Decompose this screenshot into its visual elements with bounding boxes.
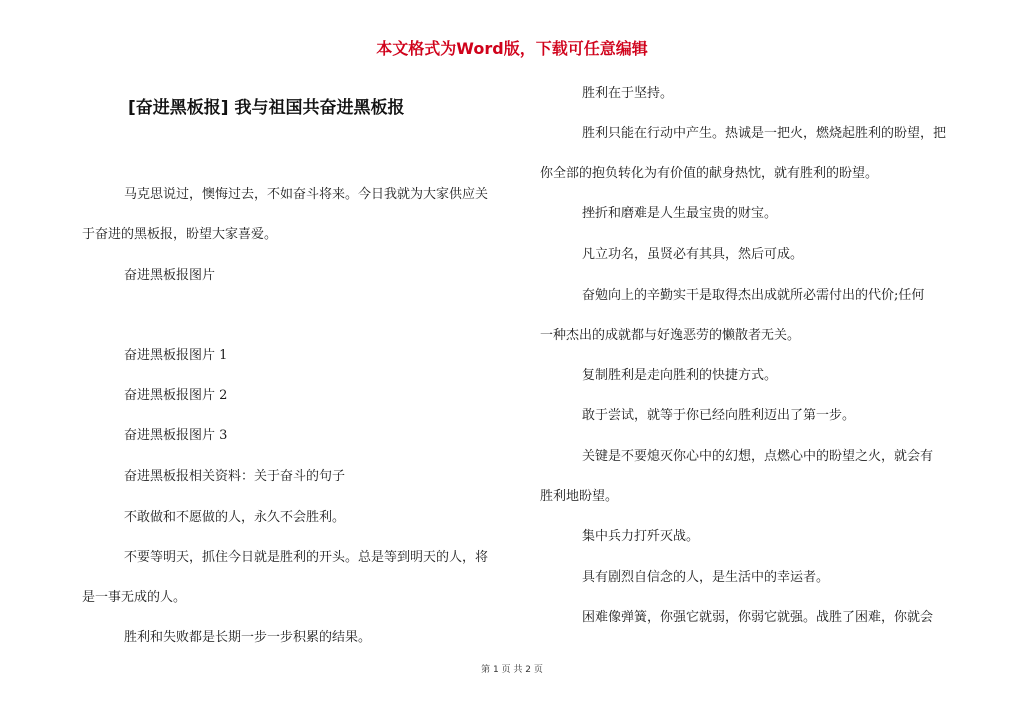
paragraph-line: 奋进黑板报图片	[124, 268, 216, 283]
paragraph-line: 胜利只能在行动中产生。热诚是一把火，燃烧起胜利的盼望，把	[582, 126, 947, 141]
paragraph-line: 奋进黑板报图片 2	[124, 388, 228, 403]
paragraph-line: 奋进黑板报相关资料：关于奋斗的句子	[124, 469, 346, 484]
paragraph-line: 于奋进的黑板报，盼望大家喜爱。	[82, 227, 278, 242]
paragraph-line: 一种杰出的成就都与好逸恶劳的懒散者无关。	[540, 328, 801, 343]
paragraph-line: 胜利地盼望。	[540, 489, 619, 504]
paragraph-line: 是一事无成的人。	[82, 590, 187, 605]
paragraph-line: 困难像弹簧，你强它就弱，你弱它就强。战胜了困难，你就会	[582, 610, 934, 625]
paragraph-line: 关键是不要熄灭你心中的幻想，点燃心中的盼望之火，就会有	[582, 449, 934, 464]
paragraph-line: 凡立功名，虽贤必有其具，然后可成。	[582, 247, 804, 262]
paragraph-line: 具有剧烈自信念的人，是生活中的幸运者。	[582, 570, 830, 585]
paragraph-line: 敢于尝试，就等于你已经向胜利迈出了第一步。	[582, 408, 856, 423]
paragraph-line: 奋进黑板报图片 1	[124, 348, 228, 363]
page-footer: 第 1 页 共 2 页	[481, 665, 543, 675]
watermark-banner: 本文格式为Word版，下载可任意编辑	[376, 39, 648, 58]
paragraph-line: 奋进黑板报图片 3	[124, 428, 228, 443]
paragraph-line: 集中兵力打歼灭战。	[582, 529, 700, 544]
paragraph-line: 你全部的抱负转化为有价值的献身热忱，就有胜利的盼望。	[540, 166, 879, 181]
paragraph-line: 胜利在于坚持。	[582, 86, 674, 101]
paragraph-line: 不敢做和不愿做的人，永久不会胜利。	[124, 510, 346, 525]
paragraph-line: 挫折和磨难是人生最宝贵的财宝。	[582, 206, 778, 221]
document-title: [奋进黑板报] 我与祖国共奋进黑板报	[128, 98, 405, 118]
paragraph-line: 奋勉向上的辛勤实干是取得杰出成就所必需付出的代价;任何	[582, 288, 925, 303]
paragraph-line: 马克思说过，懊悔过去，不如奋斗将来。今日我就为大家供应关	[124, 187, 489, 202]
paragraph-line: 复制胜利是走向胜利的快捷方式。	[582, 368, 778, 383]
paragraph-line: 不要等明天，抓住今日就是胜利的开头。总是等到明天的人，将	[124, 550, 489, 565]
paragraph-line: 胜利和失败都是长期一步一步积累的结果。	[124, 630, 372, 645]
